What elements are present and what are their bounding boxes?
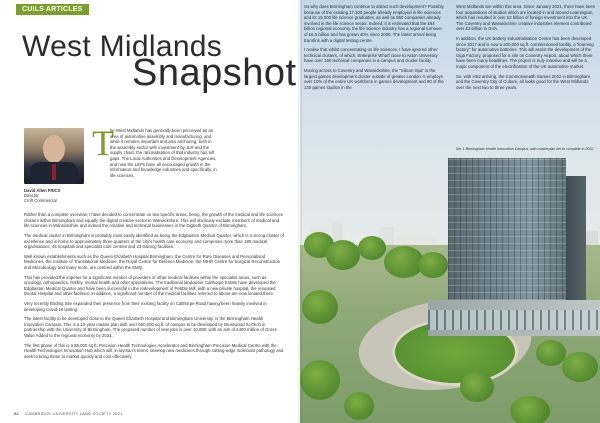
- tree: [344, 392, 374, 420]
- tree: [510, 396, 550, 423]
- body-paragraph: The first phase of this is a 85,000 sq.ft. Precision Health Technologies Accelerator and Birmingham Precision Medical Centre with the Health Technologies Innovation Hub which will, in layman's terms, develop new medicines through cutting-edge molecular pathology and seek to bring these to market quickly and cost effectively.: [24, 342, 284, 359]
- title-line-2: Snapshot: [132, 52, 297, 94]
- right-page: [300, 0, 600, 423]
- left-body-text: [24, 233, 284, 363]
- body-paragraph: In addition, the UK Battery Industrialisation Centre has been developed since 2017 and is now a 200,000 sq.ft. commissioned facility, a "learning factory" for automotive batteries. This will assist the development of the Giga Factory, proposed for a site on Coventry Airport, about which there have been many headlines. The project is truly massive and will be a major component of the electrification of the UK automotive market.: [456, 35, 594, 69]
- author-firm: Croft Commercial: [24, 198, 57, 204]
- author-photo: [24, 128, 84, 184]
- right-column-1: [304, 4, 446, 94]
- tree: [536, 340, 566, 366]
- page-footer: [14, 411, 122, 416]
- body-paragraph: The medical cluster in Birmingham is probably most easily identified as being the Edgbaston Medical Quarter, which is a strong cluster of excellence and is home to approximately three quarters of the city's health care economy and comprises more than 180 medical organisations, 45 hospitals and specialist care centres and 23 training facilities.: [24, 233, 284, 250]
- body-paragraph: The latest facility to be developed close to the Queen Elizabeth Hospital and Birmingham University, is the Birmingham Health Innovation Campus. This is a 10-year master plan with over 650,000 sq.ft. of campus to be developed by Bruntwood SciTech in partnership with the University of Birmingham. The proposed number of new jobs is over 10,000, with an aim of £400 million of Gross Value Added to the regional economy by 2031.: [24, 316, 277, 338]
- body-paragraph: Well known establishments such as the Queen Elizabeth Hospital Birmingham, the Centre for Rare Diseases and Personalised Medicines, the Institute of Translational Medicine, the Royal Centre for Defence Medicine, the NIHR Centre for Surgical Reconstruction and Microbiology and many more, are centred within the EMQ.: [24, 253, 281, 270]
- body-paragraph: I realise that whilst concentrating on life sciences, I have ignored other technical clusters, of which, Enterprise Wharf close to Aston University have over 190 technical companies in a campus and cluster facility.: [304, 47, 438, 64]
- illustration-caption: Nb. 1 Birmingham Health Innovation Campus, with masterplan set to complete in 2032.: [456, 147, 595, 151]
- body-paragraph: So, with HS2 arriving, the Commonwealth Games 2022 in Birmingham and the Coventry City of Culture, all looks good for the West Midlands over the next two to three years.: [456, 73, 590, 90]
- author-name: David Allen FRICS: [24, 188, 61, 193]
- intro-paragraph: he West Midlands has generally been perceived as an area of automotive assembly and manufacturing, and, while it remains important and also anchoring, both in the assembly sector with investment by JLR and the supply chain, the rationalisation of that industry has left gaps. The Local Authorities and Development Agencies, and now the LEPs have all encouraged growth in the information and knowledge industries and specifically, in life sciences.: [110, 128, 217, 178]
- right-column-2: [456, 4, 596, 94]
- tree: [562, 352, 598, 382]
- author-photo-tie: [52, 164, 56, 180]
- body-paragraph: So why does Birmingham continue to attract such development? Possibly because of the existing 17,300 people already employed in life sciences and its 15,000 life science graduates, as well as 550 companies already involved in the life science sector. Indeed, it is estimated that the £94 billion regional economy, the life science industry has a regional turnover of £6.5 billion and has grown 40% since 2005. The latest arrival being Eurofins with a digital testing centre.: [304, 4, 444, 43]
- tree: [326, 240, 360, 270]
- body-paragraph: West Midlands are within this area. Since January 2021, there have been four acquisitions of studios which are located in and around Leamington, which has resulted in over £2 billion of foreign investment into the UK. The Coventry and Warwickshire creative industries element contributed over £3 billion in GVA.: [456, 4, 596, 32]
- intro-tail-paragraph: Rather than a complete overview, I have decided to concentrate on two specific areas, being, the growth of the medical and life sciences clusters within Birmingham and equally the digital creative sector in Warwickshire. This will obviously exclude members of medical and life sciences in Warwickshire and indeed the creative and technical businesses in the Digbeth Quarter of Birmingham.: [24, 212, 283, 229]
- tree: [358, 236, 386, 260]
- drop-cap: T: [92, 123, 114, 163]
- tree: [460, 372, 494, 402]
- page-number: 52: [14, 411, 19, 416]
- publication-name: CAMBRIDGE UNIVERSITY LAND SOCIETY 2021: [25, 411, 123, 416]
- intro-column: [110, 128, 218, 182]
- title-line-1: West Midlands: [22, 30, 223, 63]
- tree: [300, 360, 340, 400]
- tree: [418, 252, 448, 278]
- body-paragraph: Very recently Birding Site expanded their presence from their existing facility on Calthorpe Road having been heavily involved in developing Covid-19 testing.: [24, 300, 267, 312]
- body-paragraph: This has provided the impetus for a significant number of providers of other medical facilities within the specialist areas, such as oncology, orthopaedics, fertility, mental health and other specialisms. The traditional landowner Calthorpe Estate have developed the Edgbaston Medical Quarter and have been successful in the redevelopment of Pebble Mill, with a new private hospital, the relocated Dental Hospital and other facilities. In addition, a significant number of the medical facilities referred to above are now located there.: [24, 274, 276, 297]
- author-photo-head: [43, 135, 65, 163]
- body-paragraph: Moving across to Coventry and Warwickshire, the "Silicon Spa" is the largest games development cluster outside of greater London. It employs over 10% of the entire UK workforce in games development and 80 of the 130 games studios in the: [304, 67, 444, 90]
- author-role: Director: [24, 193, 39, 199]
- illustration-podium-glass: [428, 310, 600, 330]
- tree: [302, 290, 338, 324]
- page-gutter: [298, 0, 302, 423]
- section-tag: CUILS ARTICLES: [16, 4, 89, 15]
- author-caption: [24, 188, 60, 204]
